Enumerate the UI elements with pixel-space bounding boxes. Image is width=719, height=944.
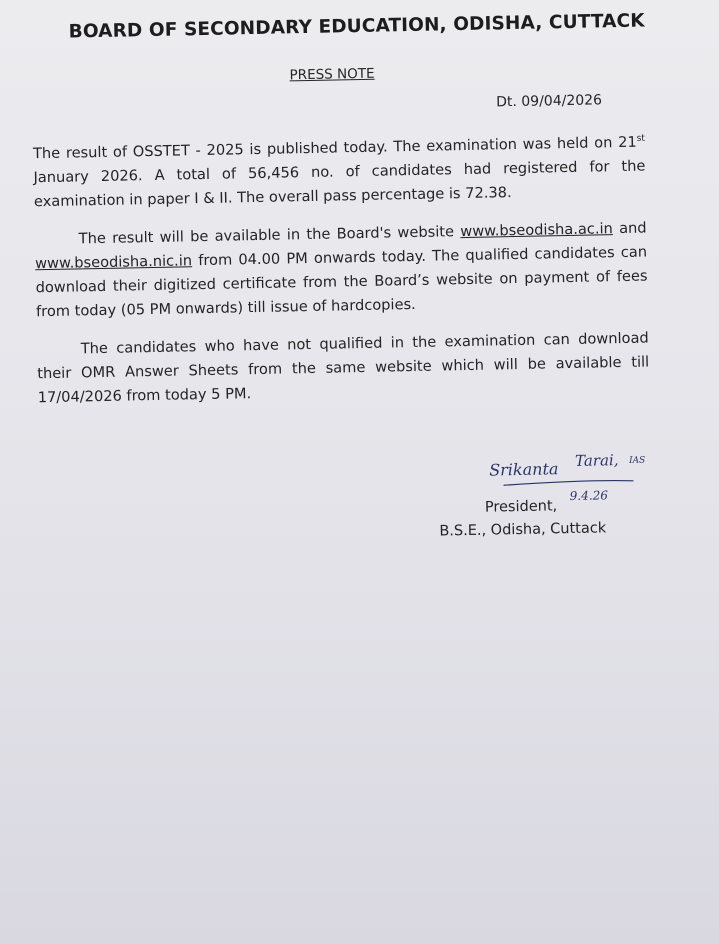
paragraph-omr-download (37, 326, 650, 410)
signature-ias-ink: IAS (628, 455, 646, 466)
signatory-designation: President, (484, 498, 558, 516)
paragraph2-text-c: from 04.00 PM onwards today. The qualified candidates can download their digitized certificate from the Board’s website on payment of fees from today (05 PM onwards) till issue of hardcopies. (35, 243, 648, 321)
website-link-ac[interactable]: www.bseodisha.ac.in (460, 220, 613, 241)
signatory-office: B.S.E., Odisha, Cuttack (439, 520, 607, 540)
paragraph3-text: The candidates who have not qualified in the examination can download their OMR Answer Sheets from the same website which will be available till 17/04/2026 from today 5 PM. (37, 329, 650, 407)
signature-underline (503, 480, 633, 485)
website-link-nic[interactable]: www.bseodisha.nic.in (35, 252, 193, 273)
press-note-date: Dt. 09/04/2026 (495, 92, 603, 111)
paragraph-result-published (33, 131, 646, 215)
board-heading: BOARD OF SECONDARY EDUCATION, ODISHA, CUTTACK (68, 10, 645, 43)
ordinal-suffix: st (636, 133, 645, 144)
paragraph-result-availability (34, 217, 648, 325)
signature-name-ink: Srikanta (489, 459, 559, 480)
signature-date-ink: 9.4.26 (569, 488, 609, 504)
signature-surname-ink: Tarai, (574, 451, 619, 470)
press-note-title: PRESS NOTE (289, 65, 375, 84)
paragraph1-text-b: January 2026. A total of 56,456 no. of candidates had registered for the examination in paper I & II. The overall pass percentage is 72.38. (33, 157, 646, 211)
paragraph2-text-a: The result will be available in the Board's website (78, 223, 461, 248)
paragraph2-text-b: and (612, 219, 647, 238)
paragraph1-text-a: The result of OSSTET - 2025 is published today. The examination was held on 21 (32, 133, 637, 163)
